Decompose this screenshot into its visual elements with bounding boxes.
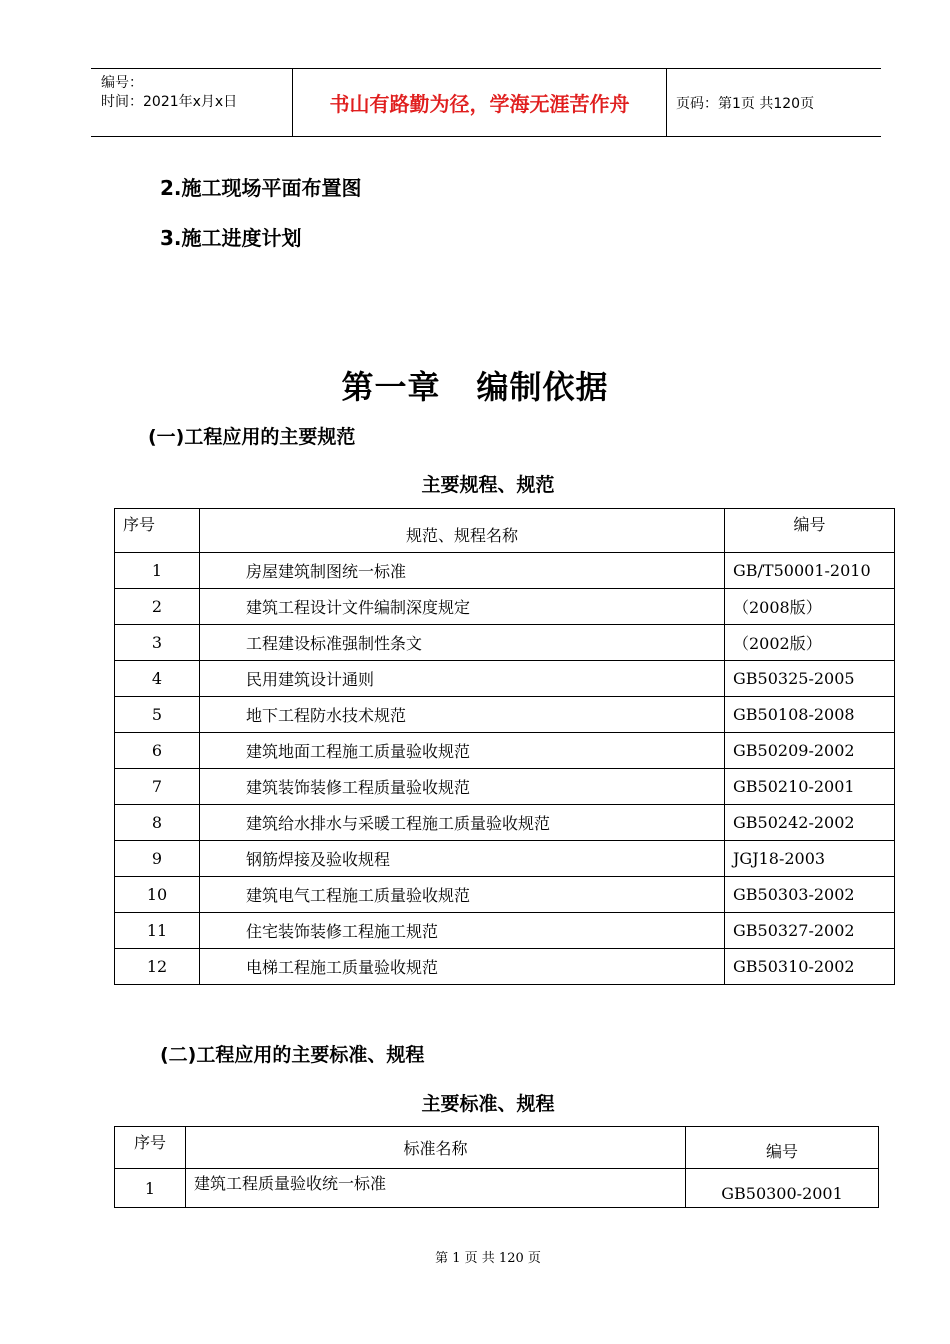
row-name: 建筑电气工程施工质量验收规范 xyxy=(200,877,725,913)
row-name: 地下工程防水技术规范 xyxy=(200,697,725,733)
row-no: 9 xyxy=(115,841,200,877)
row-no: 3 xyxy=(115,625,200,661)
header-page-info xyxy=(666,69,881,136)
table-header-row xyxy=(115,509,895,553)
header-page-label: 页码：第1页 共120页 xyxy=(676,95,815,112)
section-2-heading: (二)工程应用的主要标准、规程 xyxy=(160,1044,425,1066)
section-2-table-caption: 主要标准、规程 xyxy=(421,1093,555,1115)
row-code: GB50300-2001 xyxy=(686,1169,879,1208)
row-code: JGJ18-2003 xyxy=(725,841,895,877)
row-name: 工程建设标准强制性条文 xyxy=(200,625,725,661)
standards-table xyxy=(114,1126,879,1208)
table-row xyxy=(115,733,895,769)
column-header-code: 编号 xyxy=(725,509,895,553)
document-time-label: 时间：2021年x月x日 xyxy=(101,94,238,110)
row-no: 2 xyxy=(115,589,200,625)
row-no: 10 xyxy=(115,877,200,913)
table-row xyxy=(115,769,895,805)
page-header xyxy=(91,68,881,137)
row-no: 12 xyxy=(115,949,200,985)
row-name: 建筑地面工程施工质量验收规范 xyxy=(200,733,725,769)
table-row xyxy=(115,661,895,697)
row-name: 建筑给水排水与采暖工程施工质量验收规范 xyxy=(200,805,725,841)
section-1-heading: (一)工程应用的主要规范 xyxy=(148,426,356,448)
table-row xyxy=(115,877,895,913)
row-name: 建筑装饰装修工程质量验收规范 xyxy=(200,769,725,805)
section-1-table-caption: 主要规程、规范 xyxy=(421,474,555,496)
row-name: 房屋建筑制图统一标准 xyxy=(200,553,725,589)
table-header-row xyxy=(115,1127,879,1169)
column-header-no: 序号 xyxy=(115,1127,186,1169)
table-row xyxy=(115,589,895,625)
column-header-name: 标准名称 xyxy=(186,1127,686,1169)
row-no: 5 xyxy=(115,697,200,733)
column-header-code: 编号 xyxy=(686,1127,879,1169)
row-no: 4 xyxy=(115,661,200,697)
table-row xyxy=(115,949,895,985)
column-header-name: 规范、规程名称 xyxy=(200,509,725,553)
chapter-title: 编制依据 xyxy=(476,368,609,406)
regulations-table xyxy=(114,508,895,985)
row-no: 11 xyxy=(115,913,200,949)
row-no: 1 xyxy=(115,1169,186,1208)
header-meta xyxy=(91,69,292,136)
row-name: 民用建筑设计通则 xyxy=(200,661,725,697)
page-footer: 第 1 页 共 120 页 xyxy=(435,1251,541,1266)
table-row xyxy=(115,625,895,661)
table-row xyxy=(115,1169,879,1208)
table-row xyxy=(115,697,895,733)
toc-item-3: 3.施工进度计划 xyxy=(160,226,302,250)
table-row xyxy=(115,841,895,877)
row-code: GB50108-2008 xyxy=(725,697,895,733)
row-code: （2002版） xyxy=(725,625,895,661)
row-code: GB50310-2002 xyxy=(725,949,895,985)
row-code: GB/T50001-2010 xyxy=(725,553,895,589)
row-name: 电梯工程施工质量验收规范 xyxy=(200,949,725,985)
row-no: 8 xyxy=(115,805,200,841)
table-row xyxy=(115,805,895,841)
table-row xyxy=(115,913,895,949)
header-motto: 书山有路勤为径，学海无涯苦作舟 xyxy=(292,69,667,136)
table-row xyxy=(115,553,895,589)
row-name: 钢筋焊接及验收规程 xyxy=(200,841,725,877)
row-name: 建筑工程质量验收统一标准 xyxy=(186,1169,686,1208)
row-code: GB50209-2002 xyxy=(725,733,895,769)
row-code: GB50303-2002 xyxy=(725,877,895,913)
row-code: GB50327-2002 xyxy=(725,913,895,949)
row-code: GB50242-2002 xyxy=(725,805,895,841)
row-name: 建筑工程设计文件编制深度规定 xyxy=(200,589,725,625)
chapter-heading xyxy=(0,362,950,408)
row-name: 住宅装饰装修工程施工规范 xyxy=(200,913,725,949)
row-no: 7 xyxy=(115,769,200,805)
row-code: GB50210-2001 xyxy=(725,769,895,805)
row-code: （2008版） xyxy=(725,589,895,625)
chapter-number: 第一章 xyxy=(341,368,441,406)
row-code: GB50325-2005 xyxy=(725,661,895,697)
row-no: 1 xyxy=(115,553,200,589)
row-no: 6 xyxy=(115,733,200,769)
document-number-label: 编号： xyxy=(101,75,143,91)
toc-item-2: 2.施工现场平面布置图 xyxy=(160,176,362,200)
column-header-no: 序号 xyxy=(115,509,200,553)
